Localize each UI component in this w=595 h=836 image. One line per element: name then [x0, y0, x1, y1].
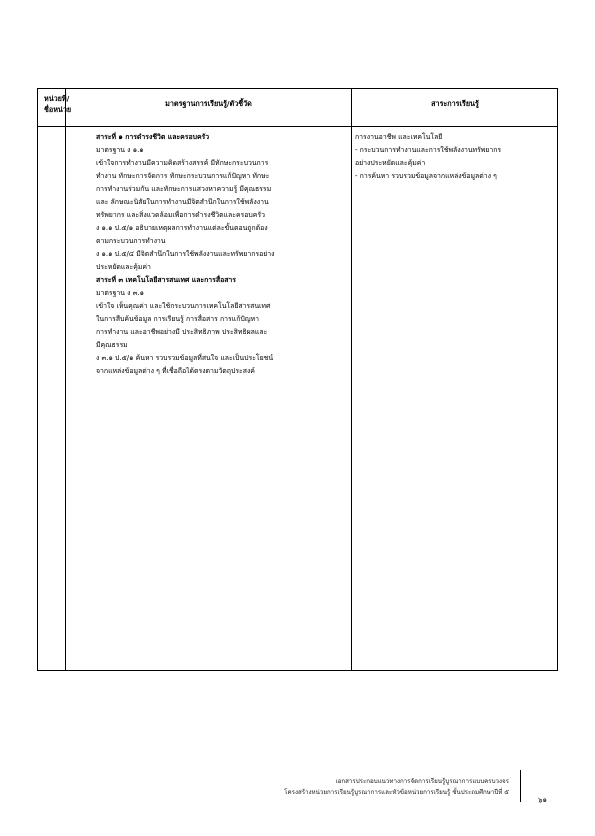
standards-line: ประหยัดและคุ้มค่า — [96, 263, 151, 271]
header-divider — [38, 126, 557, 127]
standards-line: ในการสืบค้นข้อมูล การเรียนรู้ การสื่อสาร การแก้ปัญหา — [96, 315, 260, 323]
page-number: ๖๑ — [538, 796, 547, 804]
footer-line1: เอกสารประกอบแนวทางการจัดการเรียนรู้บูรณาการแบบครบวงจร — [335, 778, 509, 785]
header-unit-line1: หน่วยที่/ — [44, 94, 70, 103]
header-standards: มาตรฐานการเรียนรู้/ตัวชี้วัด — [165, 99, 252, 108]
standards-line: ง ๑.๑ ป.๕/๔ มีจิตสำนึกในการใช้พลังงานและทรัพยากรอย่าง — [96, 250, 275, 258]
standards-line: มาตรฐาน ง ๓.๑ — [96, 289, 144, 297]
standards-line: สาระที่ ๓ เทคโนโลยีสารสนเทศ และการสื่อสาร — [96, 276, 236, 284]
standards-line: เข้าใจการทำงานมีความคิดสร้างสรรค์ มีทักษะกระบวนการ — [96, 159, 269, 167]
header-unit-line2: ชื่อหน่วย — [44, 105, 72, 114]
standards-line: ง ๑.๑ ป.๕/๑ อธิบายเหตุผลการทำงานแต่ละขั้นตอนถูกต้อง — [96, 224, 268, 232]
standards-line: ทรัพยากร และสิ่งแวดล้อมเพื่อการดำรงชีวิตและครอบครัว — [96, 211, 265, 219]
content-line: - กระบวนการทำงานและการใช้พลังงานทรัพยากร — [355, 146, 502, 154]
footer-line2: โครงสร้างหน่วยการเรียนรู้บูรณาการและหัวข้อหน่วยการเรียนรู้ ชั้นประถมศึกษาปีที่ ๕ — [284, 789, 509, 796]
footer-divider — [520, 770, 521, 802]
standards-line: จากแหล่งข้อมูลต่าง ๆ ที่เชื่อถือได้ตรงตามวัตถุประสงค์ — [96, 367, 255, 375]
standards-line: ง ๓.๑ ป.๕/๑ ค้นหา รวบรวมข้อมูลที่สนใจ และเป็นประโยชน์ — [96, 354, 274, 362]
header-content: สาระการเรียนรู้ — [431, 99, 479, 108]
standards-cell — [96, 131, 352, 378]
standards-line: ตามกระบวนการทำงาน — [96, 237, 166, 245]
standards-line: เข้าใจ เห็นคุณค่า และใช้กระบวนการเทคโนโลยีสารสนเทศ — [96, 302, 271, 310]
standards-line: การทำงาน และอาชีพอย่างมี ประสิทธิภาพ ประสิทธิผลและ — [96, 328, 268, 336]
content-line: อย่างประหยัดและคุ้มค่า — [355, 159, 426, 167]
standards-line: การทำงานร่วมกัน และทักษะการแสวงหาความรู้ มีคุณธรรม — [96, 185, 272, 193]
standards-line: สาระที่ ๑ การดำรงชีวิต และครอบครัว — [96, 133, 210, 141]
standards-line: มาตรฐาน ง ๑.๑ — [96, 146, 144, 154]
curriculum-table — [37, 88, 558, 671]
standards-line: ทำงาน ทักษะการจัดการ ทักษะกระบวนการแก้ปัญหา ทักษะ — [96, 172, 270, 180]
content-cell — [355, 131, 555, 183]
standards-line: มีคุณธรรม — [96, 341, 128, 349]
standards-line: และ ลักษณะนิสัยในการทำงานมีจิตสำนึกในการใช้พลังงาน — [96, 198, 269, 206]
footer — [284, 776, 509, 798]
content-line: การงานอาชีพ และเทคโนโลยี — [355, 133, 443, 141]
content-line: - การค้นหา รวบรวมข้อมูลจากแหล่งข้อมูลต่าง ๆ — [355, 172, 497, 180]
column-divider-1 — [65, 89, 66, 670]
